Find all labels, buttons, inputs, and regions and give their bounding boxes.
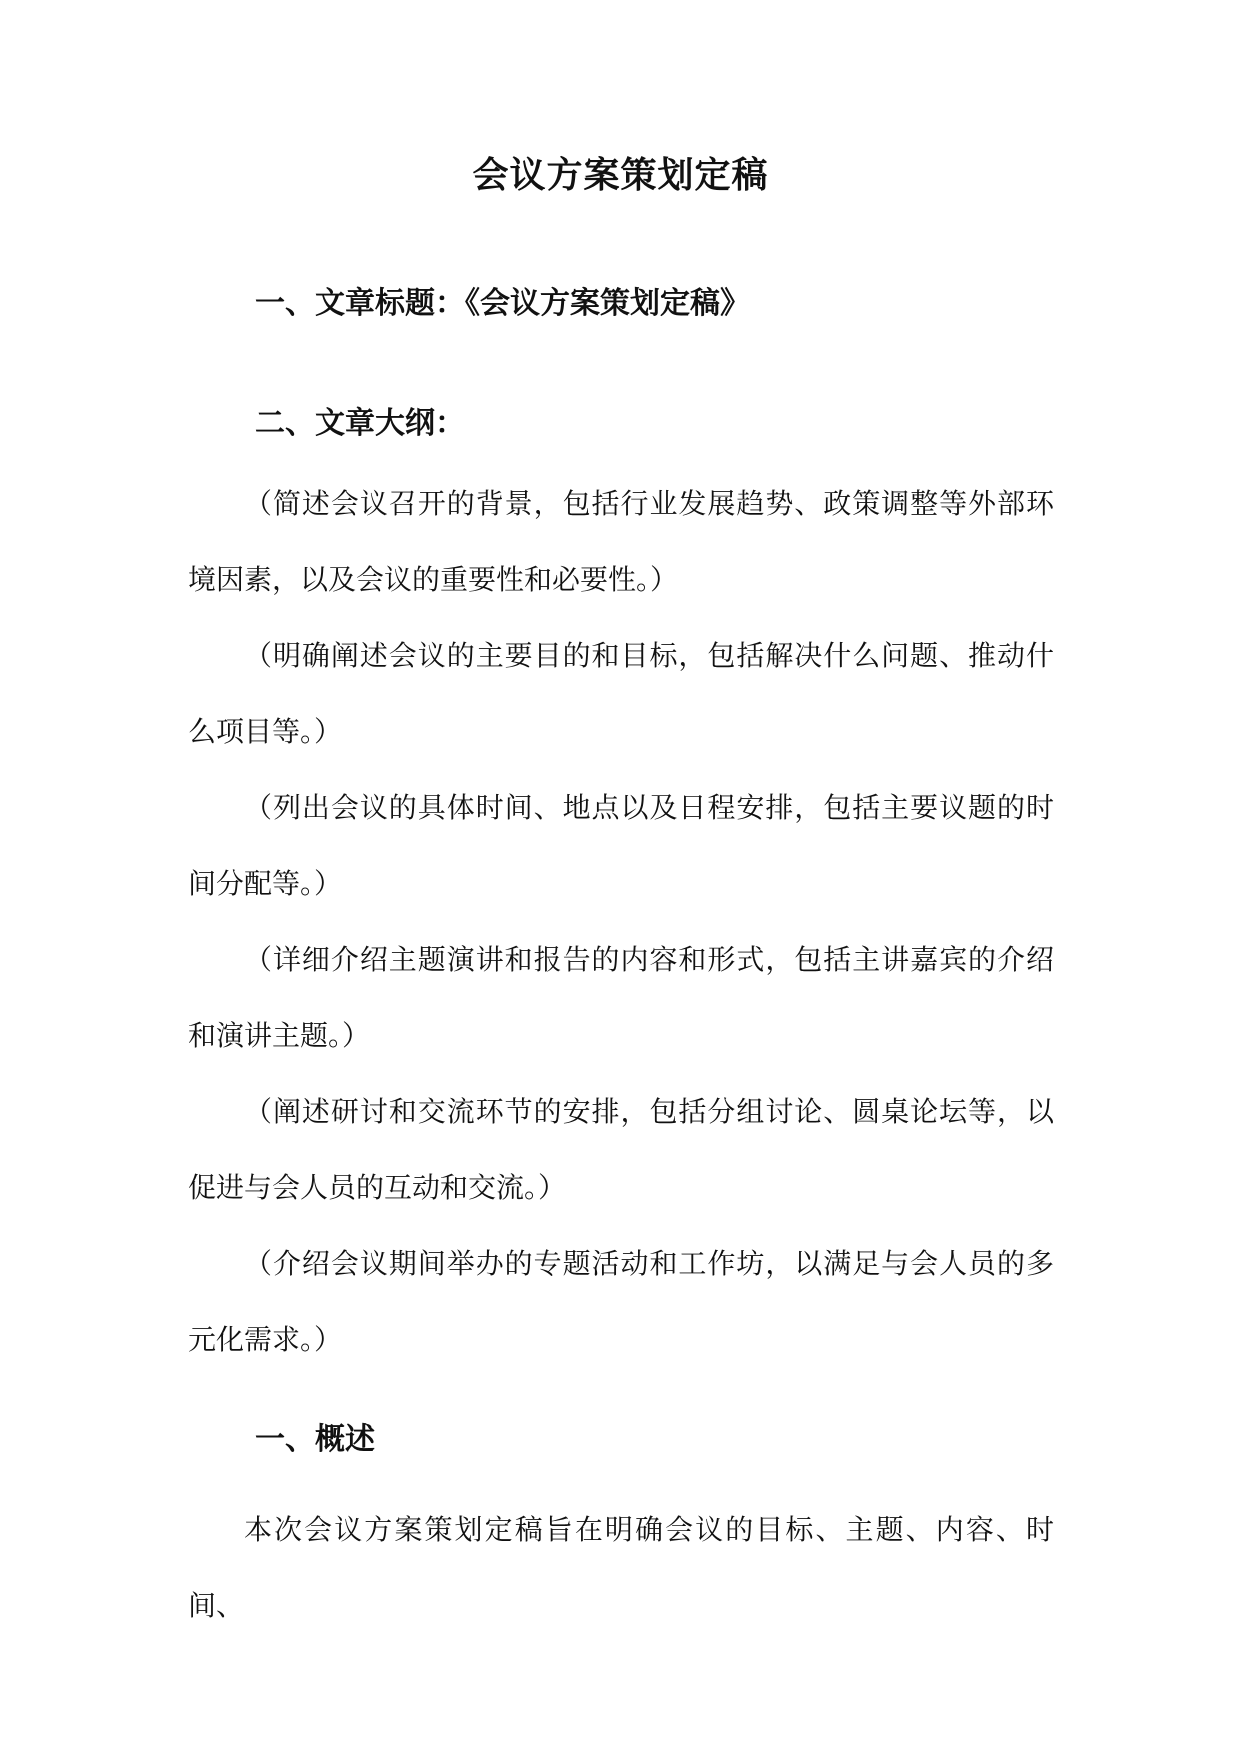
heading-outline: 二、文章大纲：	[255, 406, 465, 441]
outline-paragraph: （详细介绍主题演讲和报告的内容和形式，包括主讲嘉宾的介绍和演讲主题。）	[188, 943, 1054, 1052]
outline-paragraph: （简述会议召开的背景，包括行业发展趋势、政策调整等外部环境因素，以及会议的重要性和必要性。）	[188, 487, 1054, 596]
heading-overview: 一、概述	[255, 1422, 375, 1457]
outline-paragraph: （列出会议的具体时间、地点以及日程安排，包括主要议题的时间分配等。）	[188, 791, 1054, 900]
outline-paragraph: （介绍会议期间举办的专题活动和工作坊，以满足与会人员的多元化需求。）	[188, 1247, 1054, 1356]
outline-paragraph: （明确阐述会议的主要目的和目标，包括解决什么问题、推动什么项目等。）	[188, 639, 1054, 748]
overview-paragraph: 本次会议方案策划定稿旨在明确会议的目标、主题、内容、时间、	[188, 1513, 1054, 1622]
document-title: 会议方案策划定稿	[472, 154, 769, 196]
heading-article-title: 一、文章标题：《会议方案策划定稿》	[255, 286, 750, 321]
outline-paragraph: （阐述研讨和交流环节的安排，包括分组讨论、圆桌论坛等，以促进与会人员的互动和交流。）	[188, 1095, 1054, 1204]
